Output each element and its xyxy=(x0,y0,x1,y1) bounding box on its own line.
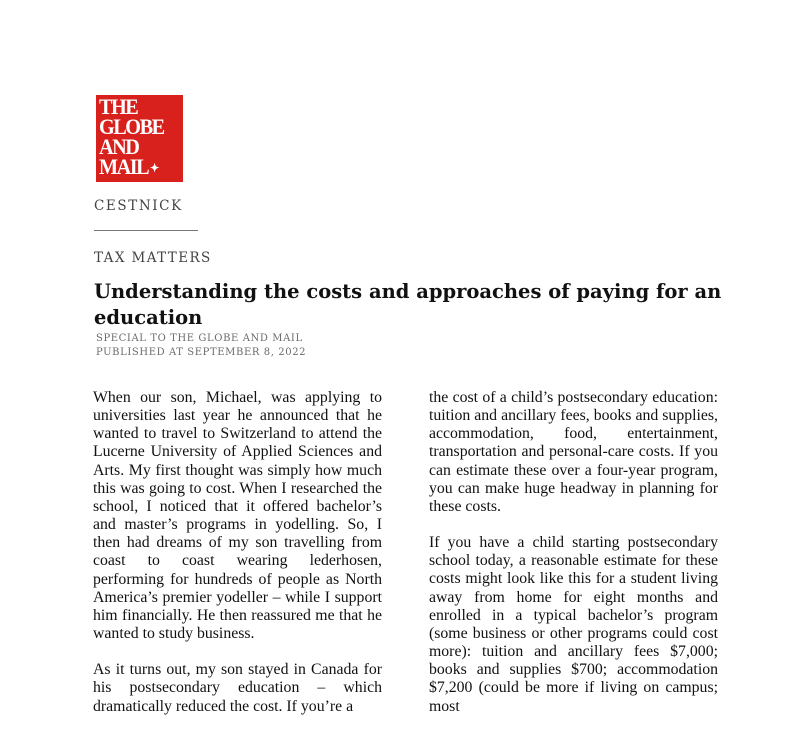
section-label: TAX MATTERS xyxy=(94,250,212,266)
paragraph: If you have a child starting postsecondary school today, a reasonable estimate for these costs might look like this for a student living away from home for eight months and enrolled in a typical bachelor’s program (some business or other programs could cost more): tuition and ancillary fees $7,000; books and supplies $700; accommodation $7,200 (could be more if living on campus; most xyxy=(429,534,718,715)
article-column-left xyxy=(93,389,382,734)
logo-line-3: AND xyxy=(99,134,139,159)
logo-line-1: THE xyxy=(99,94,138,119)
maple-leaf-icon: ✦ xyxy=(150,161,158,175)
logo-line-4: MAIL ✦ xyxy=(99,154,158,179)
logo-line-2: GLOBE xyxy=(99,114,164,139)
paragraph: When our son, Michael, was applying to universities last year he announced that he wanted to travel to Switzerland to attend the Lucerne University of Applied Sciences and Arts. My first thought was simply how much this was going to cost. When I researched the school, I noticed that it offered bachelor’s and master’s programs in yodelling. So, I then had dreams of my son travelling from coast to coast wearing lederhosen, performing for hundreds of people as North America’s premier yodeller – while I support him financially. He then reassured me that he wanted to study business. xyxy=(93,389,382,643)
divider xyxy=(94,230,198,231)
globe-and-mail-logo xyxy=(96,95,183,182)
byline: SPECIAL TO THE GLOBE AND MAIL xyxy=(96,333,303,344)
paragraph: the cost of a child’s postsecondary education: tuition and ancillary fees, books and supplies, accommodation, food, entertainment, transportation and personal-care costs. If you can estimate these over a four-year program, you can make huge headway in planning for these costs. xyxy=(429,389,718,515)
publish-date: PUBLISHED AT SEPTEMBER 8, 2022 xyxy=(96,347,307,358)
article-headline: Understanding the costs and approaches of paying for an education xyxy=(94,280,722,329)
column-kicker: CESTNICK xyxy=(94,198,183,214)
article-column-right xyxy=(429,389,718,734)
paragraph: As it turns out, my son stayed in Canada for his postsecondary education – which dramatically reduced the cost. If you’re a xyxy=(93,661,382,715)
